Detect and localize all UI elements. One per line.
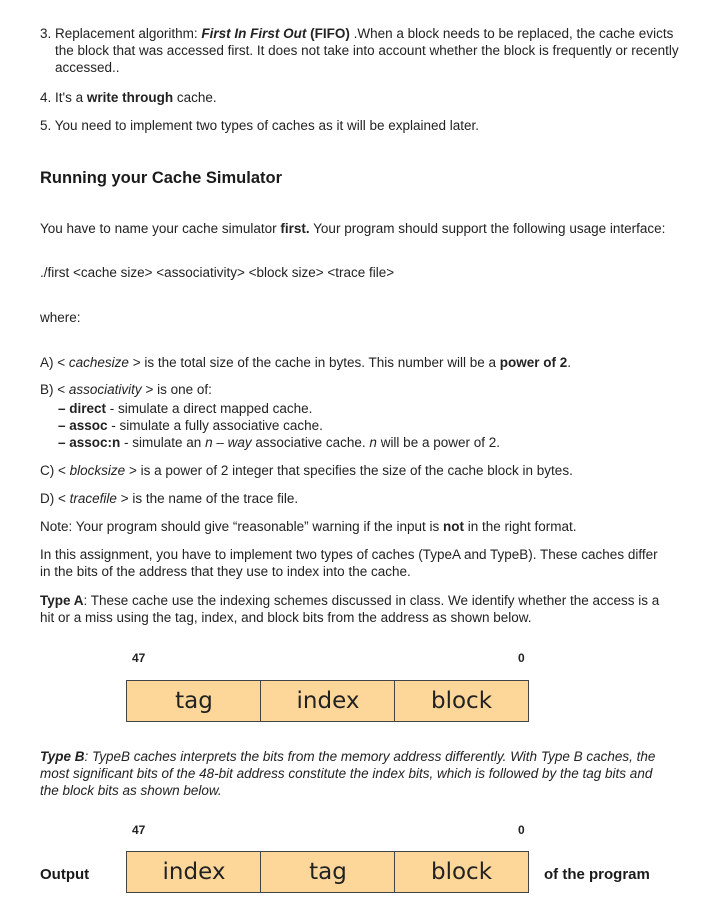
item-text: It's a: [55, 90, 87, 105]
write-through: write through: [86, 90, 174, 105]
param-label: C): [40, 463, 55, 478]
note-text: Note: Your program should give “reasonable” warning if the input is: [40, 519, 443, 534]
option-name: – assoc: [58, 418, 108, 433]
program-name: first.: [280, 221, 310, 236]
paragraph-text: You have to name your cache simulator: [40, 221, 281, 236]
assoc-option-direct: [58, 400, 312, 417]
diagram-a-low-bit: 0: [518, 651, 525, 665]
param-label: A): [40, 355, 54, 370]
power-of-2: power of 2: [499, 355, 568, 370]
diagram-b-field-block: block: [394, 851, 529, 893]
assoc-option-assoc: [58, 417, 323, 434]
algo-name: First In First Out: [201, 26, 307, 41]
paragraph-text: Your program should support the following usage interface:: [309, 221, 666, 236]
assoc-option-assoc-n: [58, 434, 500, 451]
diagram-b-field-tag: tag: [260, 851, 396, 893]
param-label: B): [40, 382, 54, 397]
bracket: >: [125, 463, 137, 478]
param-text: is one of:: [153, 382, 212, 397]
bracket: <: [57, 382, 69, 397]
algo-abbr: (FIFO): [306, 26, 350, 41]
item-text: .When a block needs to be replaced, the cache evicts the block that was accessed first. It does not take into account whether the block is frequently or recently accessed..: [55, 26, 679, 75]
bracket: <: [57, 355, 69, 370]
diagram-b-high-bit: 47: [132, 823, 146, 837]
param-term: blocksize: [69, 463, 126, 478]
list-number: 5.: [40, 118, 52, 133]
option-math: n: [369, 435, 377, 450]
param-b: [40, 381, 680, 398]
section-heading: Running your Cache Simulator: [40, 169, 283, 187]
diagram-b-low-bit: 0: [518, 823, 525, 837]
param-a: [40, 354, 680, 371]
type-b-text: : TypeB caches interprets the bits from the memory address differently. With Type B caches, the most significant bits of the 48-bit address constitute the index bits, which is followed by the tag bits and the block bits as shown below.: [40, 749, 656, 798]
bracket: >: [116, 491, 129, 506]
param-term: cachesize: [68, 355, 129, 370]
note-paragraph: [40, 518, 680, 535]
type-b-label: Type B: [40, 749, 85, 764]
diagram-a-field-index: index: [260, 680, 396, 722]
option-text: - simulate an: [120, 435, 206, 450]
name-paragraph: [40, 220, 680, 237]
diagram-a-field-block: block: [394, 680, 529, 722]
diagram-a-field-tag: tag: [126, 680, 262, 722]
list-item-5: [40, 117, 695, 134]
param-text: is a power of 2 integer that specifies the size of the cache block in bytes.: [136, 463, 573, 478]
param-term: tracefile: [69, 491, 117, 506]
item-text: Replacement algorithm:: [55, 26, 202, 41]
param-text: is the total size of the cache in bytes. This number will be a: [140, 355, 500, 370]
output-heading-left: Output: [40, 866, 90, 883]
types-intro: In this assignment, you have to implement two types of caches (TypeA and TypeB). These caches differ in the bits of the address that they use to index into the cache.: [40, 547, 658, 579]
list-item-3: [40, 25, 695, 76]
option-text: will be a power of 2.: [376, 435, 500, 450]
where-label: where:: [40, 310, 81, 325]
item-text: cache.: [173, 90, 217, 105]
option-math: n – way: [205, 435, 252, 450]
list-number: 3.: [40, 26, 52, 41]
param-term: associativity: [68, 382, 142, 397]
usage-line: ./first <cache size> <associativity> <block size> <trace file>: [40, 265, 395, 280]
diagram-a-high-bit: 47: [132, 651, 146, 665]
output-heading-right: of the program: [544, 866, 650, 883]
param-text: is the name of the trace file.: [128, 491, 299, 506]
type-a-text: : These cache use the indexing schemes discussed in class. We identify whether the access is a hit or a miss using the tag, index, and block bits from the address as shown below.: [40, 593, 660, 625]
bracket: <: [58, 463, 70, 478]
param-c: [40, 462, 680, 479]
option-text: - simulate a direct mapped cache.: [106, 401, 313, 416]
param-text: .: [567, 355, 572, 370]
note-not: not: [442, 519, 464, 534]
option-text: associative cache.: [251, 435, 370, 450]
type-b-paragraph: [40, 748, 665, 799]
diagram-b-field-index: index: [126, 851, 262, 893]
option-text: - simulate a fully associative cache.: [107, 418, 323, 433]
option-name: – direct: [58, 401, 107, 416]
note-text: in the right format.: [463, 519, 577, 534]
param-d: [40, 490, 680, 507]
bracket: >: [141, 382, 154, 397]
option-name: – assoc:n: [58, 435, 121, 450]
list-item-4: [40, 89, 695, 106]
bracket: >: [128, 355, 141, 370]
bracket: <: [58, 491, 70, 506]
type-a-paragraph: [40, 592, 665, 626]
list-number: 4.: [40, 90, 52, 105]
type-a-label: Type A: [40, 593, 84, 608]
item-text: You need to implement two types of caches as it will be explained later.: [54, 118, 480, 133]
param-label: D): [40, 491, 55, 506]
